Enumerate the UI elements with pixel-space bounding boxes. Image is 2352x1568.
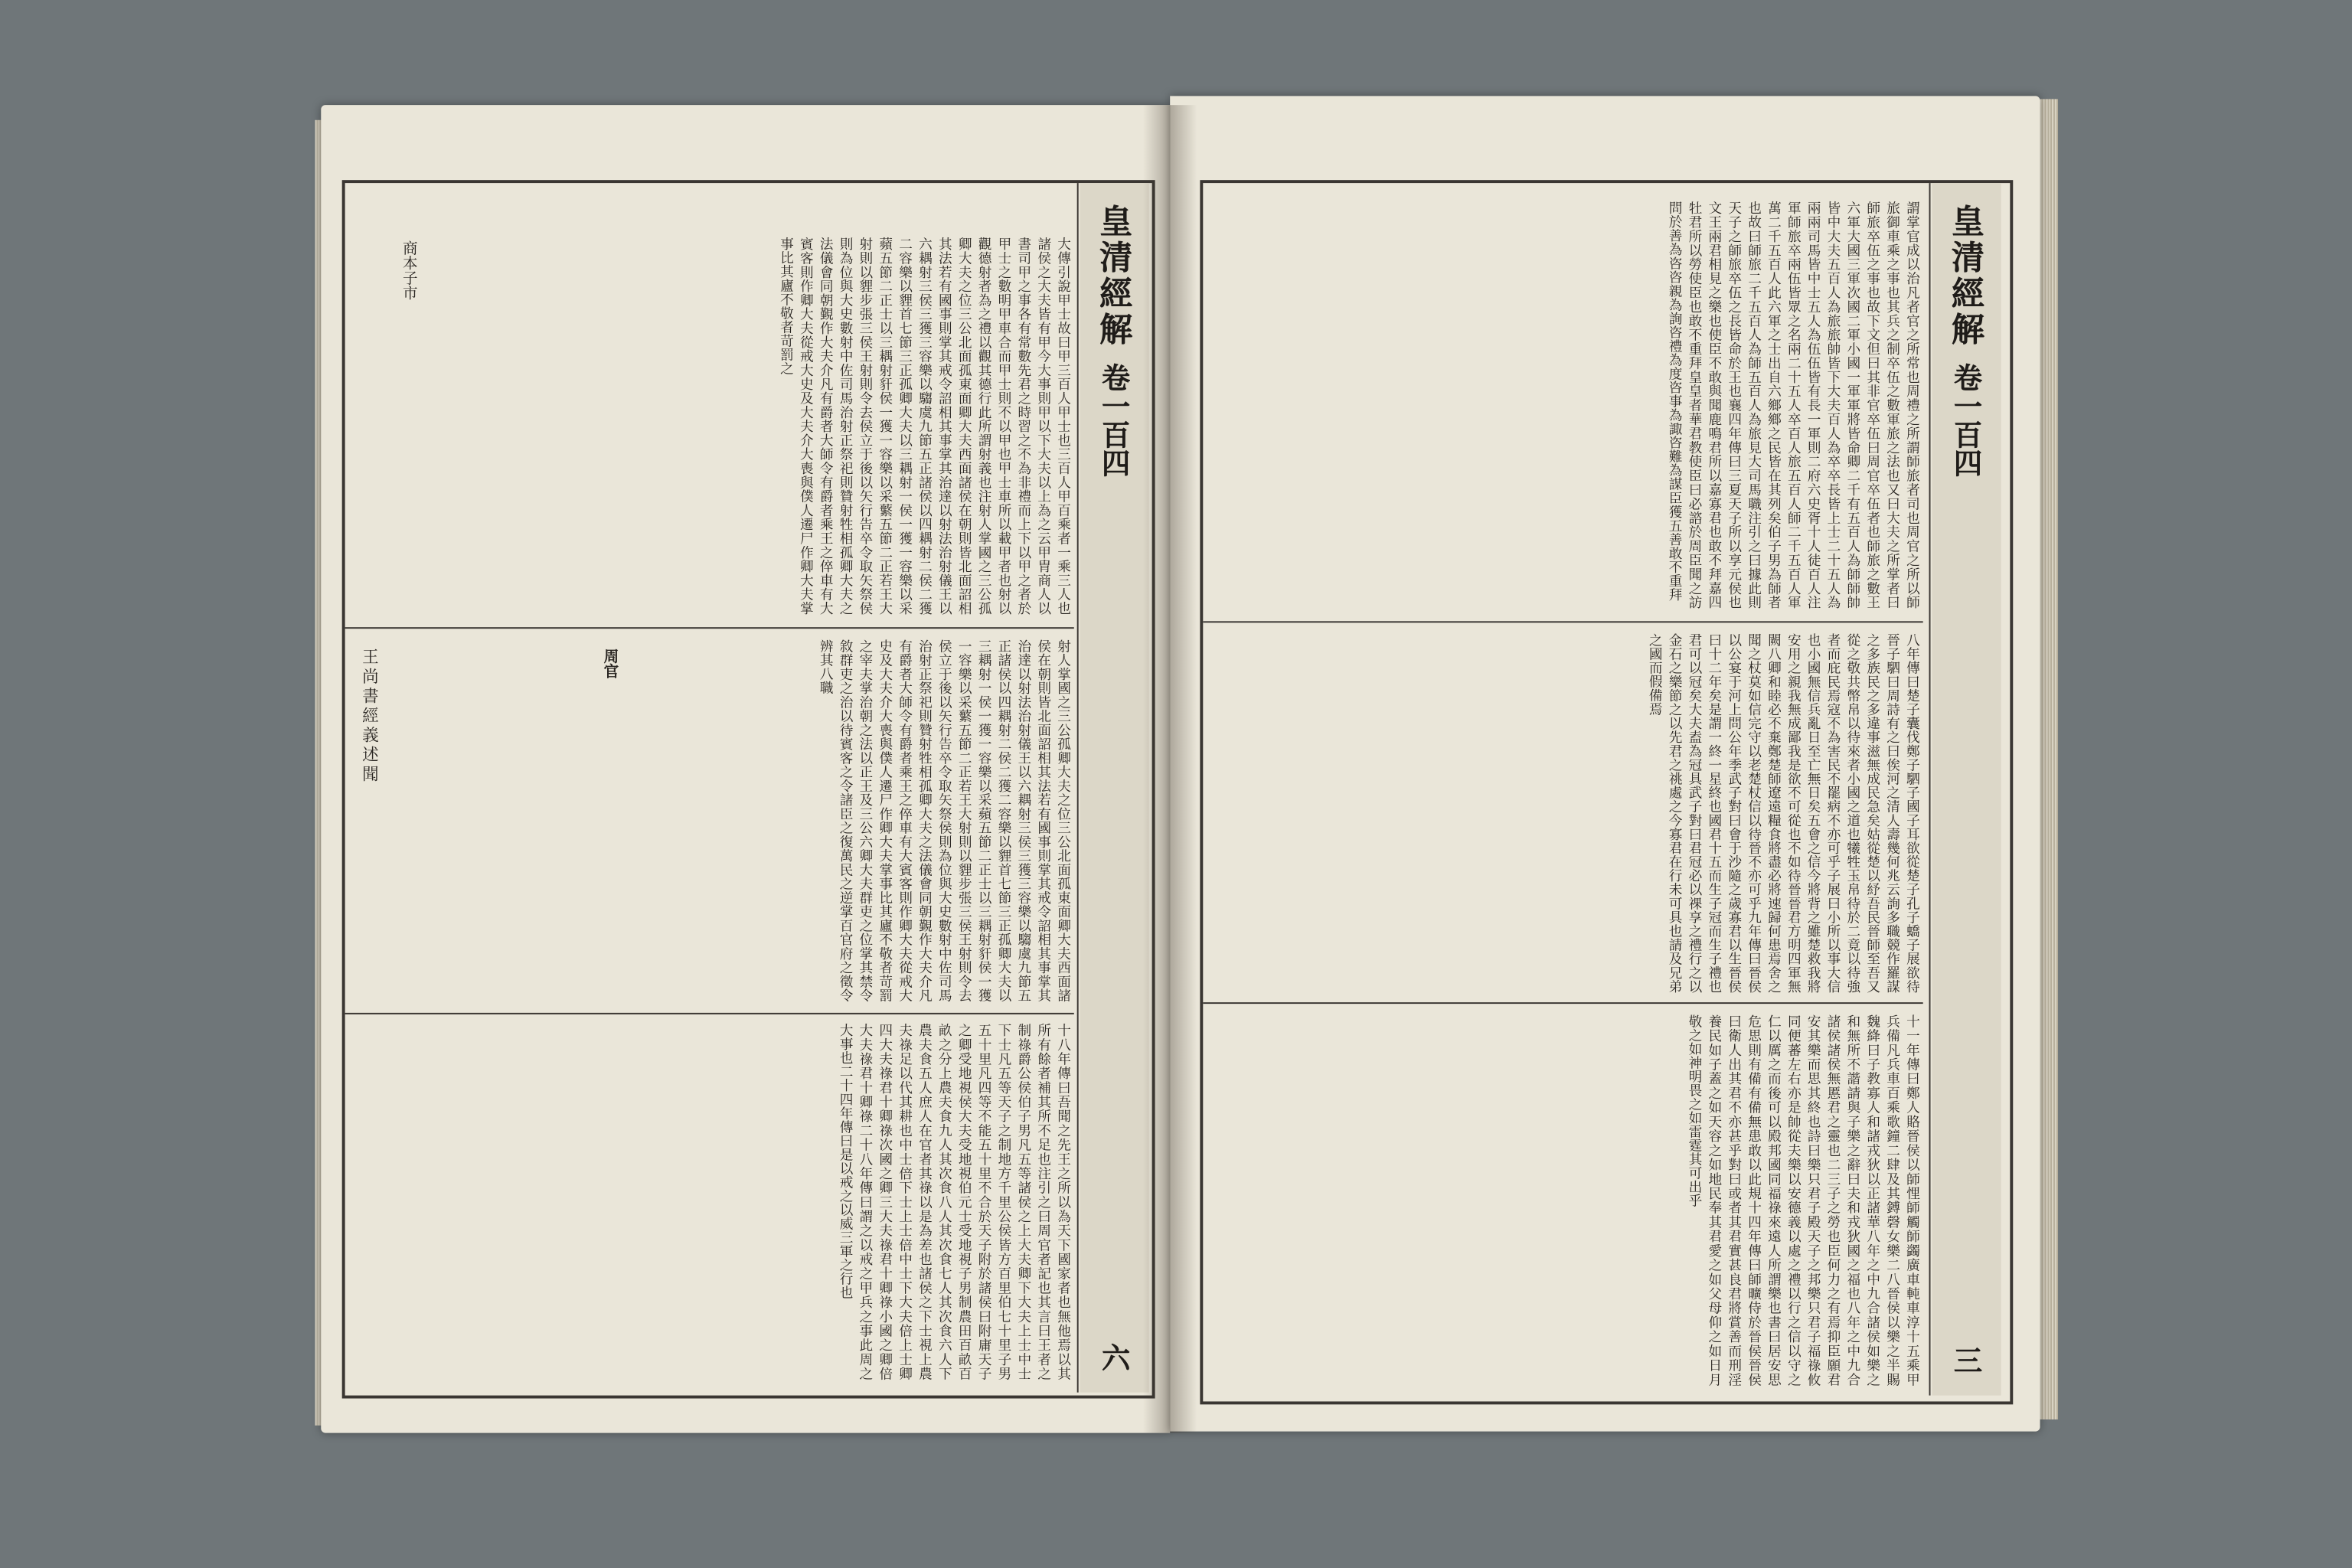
left-small-mark: 商本子市 — [399, 240, 416, 300]
left-body-middle: 射人掌國之三公孤卿大夫之位三公北面孤東面卿大夫西面諸侯在朝則皆北面詔相其法若有國事則掌其戒令詔相其事掌其治達以射法治射儀王以六耦射三侯三獲三容樂以騶虞九節五正諸侯以四耦射二侯二獲二容樂以貍首七節三正孤卿大夫以三耦射一侯一獲一容樂以采蘋五節二正士以三耦射豻侯一獲一容樂以采蘩五節二正若王大射則以貍步張三侯王射則令去侯立于後以矢行告卒令取矢祭侯則為位與大史數射中佐司馬治射正祭祀則贊射牲相孤卿大夫之法儀會同朝覲作大夫介凡有爵者大師令有爵者乘王之倅車有大賓客則作卿大夫從戒大史及大夫介大喪與僕人遷尸作卿大夫掌事比其廬不敬者苛罰之宰夫掌治朝之法以正王及三公六卿大夫群吏之位掌其禁令敘群吏之治以待賓客之令諸臣之復萬民之逆掌百官府之徵令辨其八職 — [816, 639, 1070, 1003]
right-body-upper: 謂掌官成以治凡者官之所常也周禮之所謂師旅者司也周官之所以師旅御車乘之事也其兵之制卒伍之數軍旅之法也又曰大夫之所掌者曰師旅卒伍之事也故下文但曰其非官卒伍曰周官卒伍者也師旅之數王六軍大國三軍次國二軍小國一軍軍將皆命卿二千有五百人為師師帥皆中大夫五百人為旅旅帥皆下大夫百人為卒卒長皆上士二十五人為兩兩司馬皆中士五人為伍伍皆有長一軍則二府六史胥十人徒百人注軍師旅卒兩伍皆眾之名兩二十五人卒百人旅五百人師二千五百人軍萬二千五百人此六軍之士出自六鄉鄉之民皆在其列矣伯子男為師者也故曰師旅二千五百人為師五百人為旅見大司馬職注引之曰據此則天子之師旅卒伍之長皆命於王也襄四年傳曰三夏天子所以享元侯也文王兩君相見之樂也使臣不敢與聞鹿鳴君所以嘉寡君也敢不拜嘉四牡君所以勞使臣也敢不重拜皇皇者華君教使臣曰必諮於周臣聞之訪問於善為咨咨親為詢咨禮為度咨事為諏咨難為謀臣獲五善敢不重拜 — [1665, 201, 1919, 609]
left-banner-rule — [1077, 183, 1079, 1393]
right-banner-title: 皇清經解 — [1946, 204, 1986, 348]
book-gutter — [1143, 105, 1197, 1432]
left-page — [321, 105, 1170, 1432]
right-body-middle: 八年傳曰楚子囊伐鄭子駟子國子耳欲從楚子孔子蟜子展欲待晉子駟曰周詩有之曰俟河之清人壽幾何兆云詢多職競作羅謀之多族民之多違事滋無成民急矣姑從楚以紓吾民晉師至吾又從之敬共幣帛以待來者小國之道也犧牲玉帛待於二竟以待強者而庇民焉寇不為害民不罷病不亦可乎子展曰小所以事大信也小國無信兵亂日至亡無日矣五會之信今將背之雖楚救我將安用之親我無成鄙我是欲不可從也不如待晉晉君方明四軍無闕八卿和睦必不棄鄭楚師遼遠糧食將盡必將速歸何患焉舍之聞之杖莫如信完守以老楚杖信以待晉不亦可乎九年傳曰晉侯以公宴于河上問公年季武子對曰會于沙隨之歲寡君以生晉侯曰十二年矣是謂一終一星終也國君十五而生子冠而生子禮也君可以冠矣大夫盍為冠具武子對曰君冠必以祼享之禮行之以金石之樂節之以先君之祧處之今寡君在行未可具也請及兄弟之國而假備焉 — [1645, 633, 1919, 994]
left-banner-volume: 卷一百四 — [1097, 363, 1131, 478]
left-imprint: 王尚書經義述聞 — [360, 648, 380, 785]
right-section-divider-1 — [1203, 621, 1922, 622]
right-banner-volume: 卷一百四 — [1949, 363, 1983, 478]
right-body-lower: 十一年傳曰鄭人賂晉侯以師悝師觸師蠲廣車軘車淳十五乘甲兵備凡兵車百乘歌鐘二肆及其鎛磬女樂二八晉侯以樂之半賜魏絳曰子教寡人和諸戎狄以正諸華八年之中九合諸侯如樂之和無所不諧請與子樂之辭曰夫和戎狄國之福也八年之中九合諸侯諸侯無慝君之靈也二三子之勞也臣何力之有焉抑臣願君安其樂而思其終也詩曰樂只君子殿天子之邦樂只君子福祿攸同便蕃左右亦是帥從夫樂以安德義以處之禮以行之信以守之仁以厲之而後可以殿邦國同福祿來遠人所謂樂也書曰居安思危思則有備有備無患敢以此規十四年傳曰師曠侍於晉侯晉侯曰衛人出其君不亦甚乎對曰或者其君實甚良君將賞善而刑淫養民如子蓋之如天容之如地民奉其君愛之如父母仰之如日月敬之如神明畏之如雷霆其可出乎 — [1685, 1014, 1919, 1387]
right-page — [1170, 96, 2040, 1431]
left-mid-heading: 周官 — [599, 648, 617, 678]
left-section-divider-2 — [345, 1013, 1074, 1014]
left-body-upper: 大傳引說甲士故曰甲三百人甲士也三百人甲百乘者一乘三人也諸侯之大夫皆有甲今大事則甲以下大夫以上為之云甲胄商人以書司甲之事各有常數先君之時習之不為非禮而上下以甲之者於甲士之數明甲車合而甲士則不以甲也甲士車所以載甲者也射以觀德射者為之禮以觀其德行此所謂射義也注射人掌國之三公孤卿大夫之位三公北面孤東面卿大夫西面諸侯在朝則皆北面詔相其法若有國事則掌其戒令詔相其事掌其治達以射法治射儀王以六耦射三侯三獲三容樂以騶虞九節五正諸侯以四耦射二侯二獲二容樂以貍首七節三正孤卿大夫以三耦射一侯一獲一容樂以采蘋五節二正士以三耦射豻侯一獲一容樂以采蘩五節二正若王大射則以貍步張三侯王射則令去侯立于後以矢行告卒令取矢祭侯則為位與大史數射中佐司馬治射正祭祀則贊射牲相孤卿大夫之法儀會同朝覲作大夫介凡有爵者大師令有爵者乘王之倅車有大賓客則作卿大夫從戒大史及大夫介大喪與僕人遷尸作卿大夫掌事比其廬不敬者苛罰之 — [777, 237, 1070, 616]
left-body-lower: 十八年傳曰吾聞之先王之所以為天下國家者也無他焉以其所有餘者補其所不足也注引之曰周官者記也其言曰王者之制祿爵公侯伯子男凡五等諸侯之上大夫卿下大夫上士中士下士凡五等天子之制地方千里公侯皆方百里伯七十里子男五十里凡四等不能五十里不合於天子附於諸侯曰附庸天子之卿受地視侯大夫受地視伯元士受地視子男制農田百畝百畝之分上農夫食九人其次食八人其次食七人其次食六人下農夫食五人庶人在官者其祿以是為差也諸侯之下士視上農夫祿足以代其耕也中士倍下士上士倍中士下大夫倍上士卿四大夫祿君十卿祿次國之卿三大夫祿君十卿祿小國之卿倍大夫祿君十卿祿二十八年傳曰謂之以戒之甲兵之事此周之大事也二十四年傳曰是以戒之以威三軍之行也 — [836, 1023, 1070, 1381]
fore-edge-right — [2040, 99, 2059, 1419]
right-folio: 三 — [1949, 1345, 1983, 1375]
right-banner — [1932, 183, 2001, 1396]
left-section-divider-1 — [345, 627, 1074, 629]
right-section-divider-2 — [1203, 1002, 1922, 1004]
right-banner-rule — [1929, 183, 1931, 1396]
left-banner-title: 皇清經解 — [1094, 204, 1134, 348]
left-folio: 六 — [1097, 1343, 1131, 1372]
left-banner — [1080, 183, 1149, 1393]
